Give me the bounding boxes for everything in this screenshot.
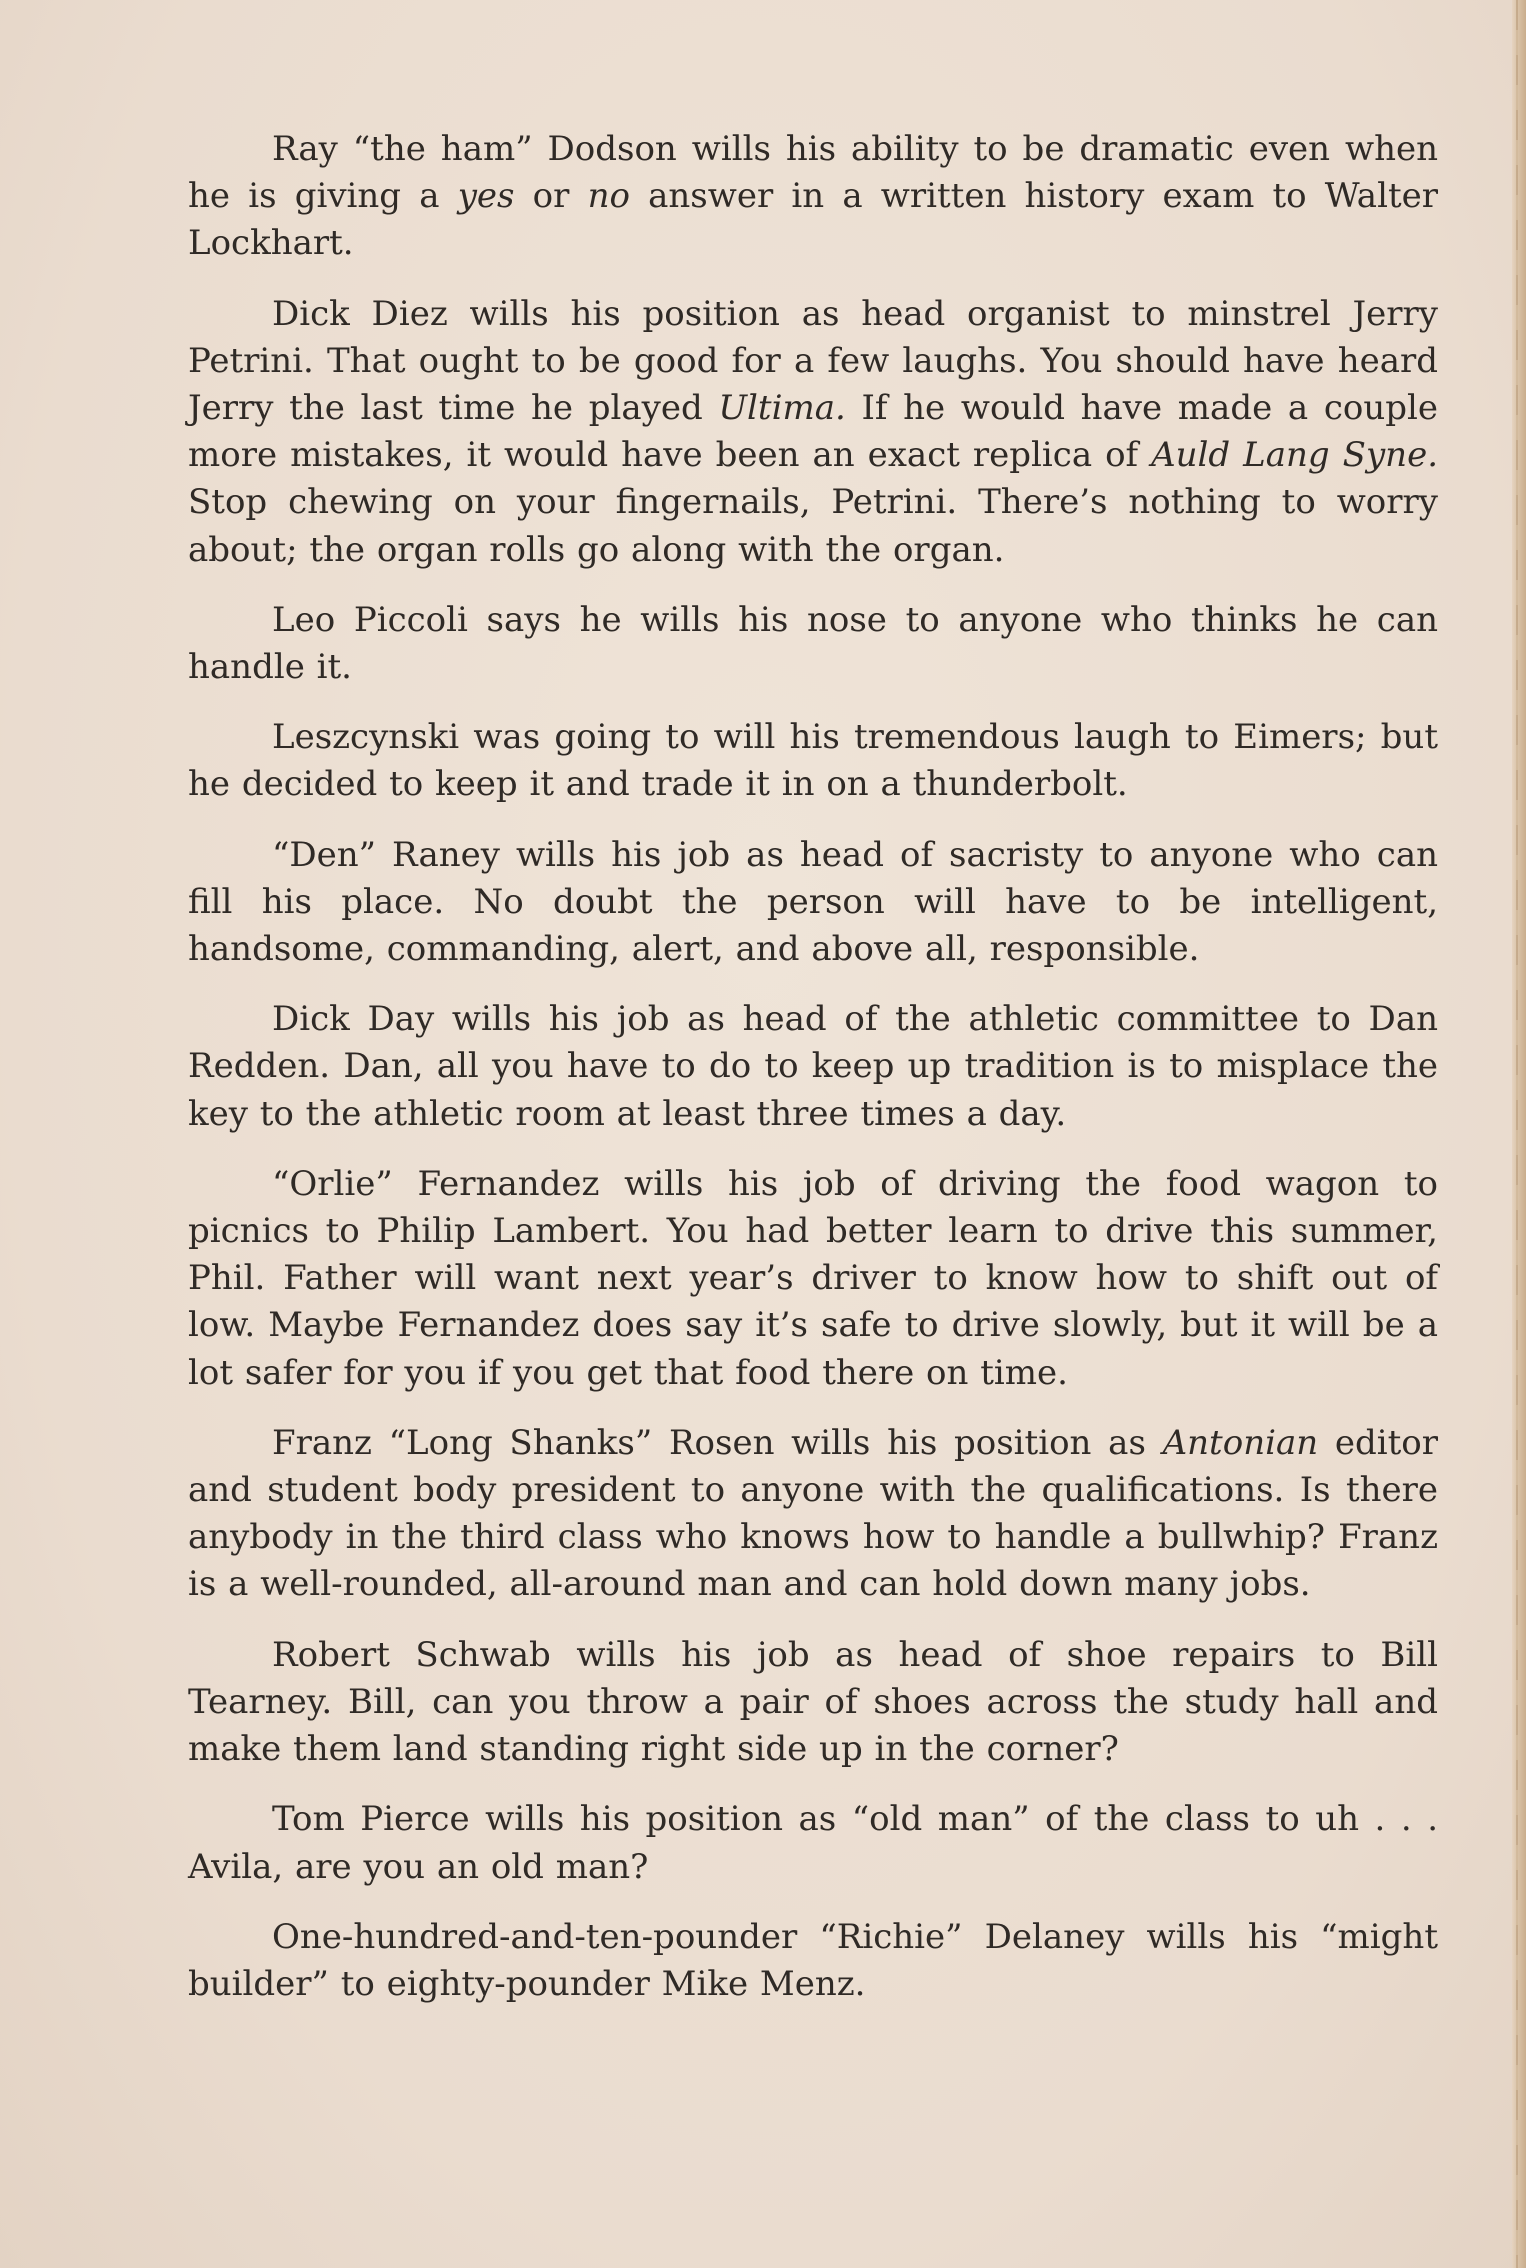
paragraph — [188, 996, 1438, 1138]
paragraph — [188, 714, 1438, 808]
paragraph — [188, 1796, 1438, 1890]
text-run: “Den” Raney wills his job as head of sacristy to anyone who can fill his place. No doubt the person will have to be intelligent, handsome, commanding, alert, and above all, responsible. — [188, 834, 1438, 970]
paragraph — [188, 832, 1438, 974]
page-body-text — [188, 126, 1438, 2031]
text-run: Dick Day wills his job as head of the athletic committee to Dan Redden. Dan, all you have to do to keep up tradition is to misplace the key to the athletic room at least three times a day. — [188, 999, 1438, 1134]
text-run: Ray “the ham” Dodson wills his ability to be dramatic even when he is giving a — [188, 129, 1438, 217]
text-run: Franz “Long Shanks” Rosen wills his position as — [272, 1422, 1163, 1463]
italic-text-run: Ultima. — [718, 388, 846, 429]
italic-text-run: Auld Lang Syne. — [1151, 435, 1438, 476]
paragraph — [188, 1161, 1438, 1397]
text-run: Leszcynski was going to will his tremendous laugh to Eimers; but he decided to keep it and trade it in on a thunderbolt. — [188, 717, 1438, 805]
text-run: If he would have made a couple more mistakes, it would have been an exact replica of — [188, 388, 1438, 476]
text-run: “Orlie” Fernandez wills his job of driving the food wagon to picnics to Philip Lambert. You had better learn to drive this summer, Phil. Father will want next year’s driver to know how to shift out of low. Maybe Fernandez does say it’s safe to drive slowly, but it will be a lot safer for you if you get that food there on time. — [188, 1163, 1438, 1393]
italic-text-run: yes — [457, 176, 515, 217]
text-run: Robert Schwab wills his job as head of shoe repairs to Bill Tearney. Bill, can you throw a pair of shoes across the study hall and make them land standing right side up in the corner? — [188, 1634, 1438, 1770]
text-run: editor and student body president to anyone with the qualifications. Is there anybody in the third class who knows how to handle a bullwhip? Franz is a well-rounded, all-around man and can hold down many jobs. — [188, 1422, 1438, 1605]
paragraph — [188, 1420, 1438, 1609]
paragraph — [188, 291, 1438, 574]
text-run: Dick Diez wills his position as head organist to minstrel Jerry Petrini. That ought to be good for a few laughs. You should have heard Jerry the last time he played — [188, 293, 1438, 429]
paragraph — [188, 126, 1438, 268]
text-run: or — [514, 176, 588, 217]
page-edge — [1512, 0, 1526, 2268]
italic-text-run: Antonian — [1162, 1422, 1319, 1463]
text-run: Stop chewing on your fingernails, Petrini. There’s nothing to worry about; the organ rolls go along with the organ. — [188, 482, 1438, 570]
paragraph — [188, 1914, 1438, 2008]
italic-text-run: no — [587, 176, 630, 217]
text-run: One-hundred-and-ten-pounder “Richie” Delaney wills his “might builder” to eighty-pounder Mike Menz. — [188, 1916, 1438, 2004]
text-run: Leo Piccoli says he wills his nose to anyone who thinks he can handle it. — [188, 599, 1438, 688]
paragraph — [188, 597, 1438, 691]
text-run: answer in a written history exam to Walter Lockhart. — [188, 176, 1438, 264]
paragraph — [188, 1632, 1438, 1774]
text-run: Tom Pierce wills his position as “old man” of the class to uh . . . Avila, are you an old man? — [188, 1799, 1438, 1887]
